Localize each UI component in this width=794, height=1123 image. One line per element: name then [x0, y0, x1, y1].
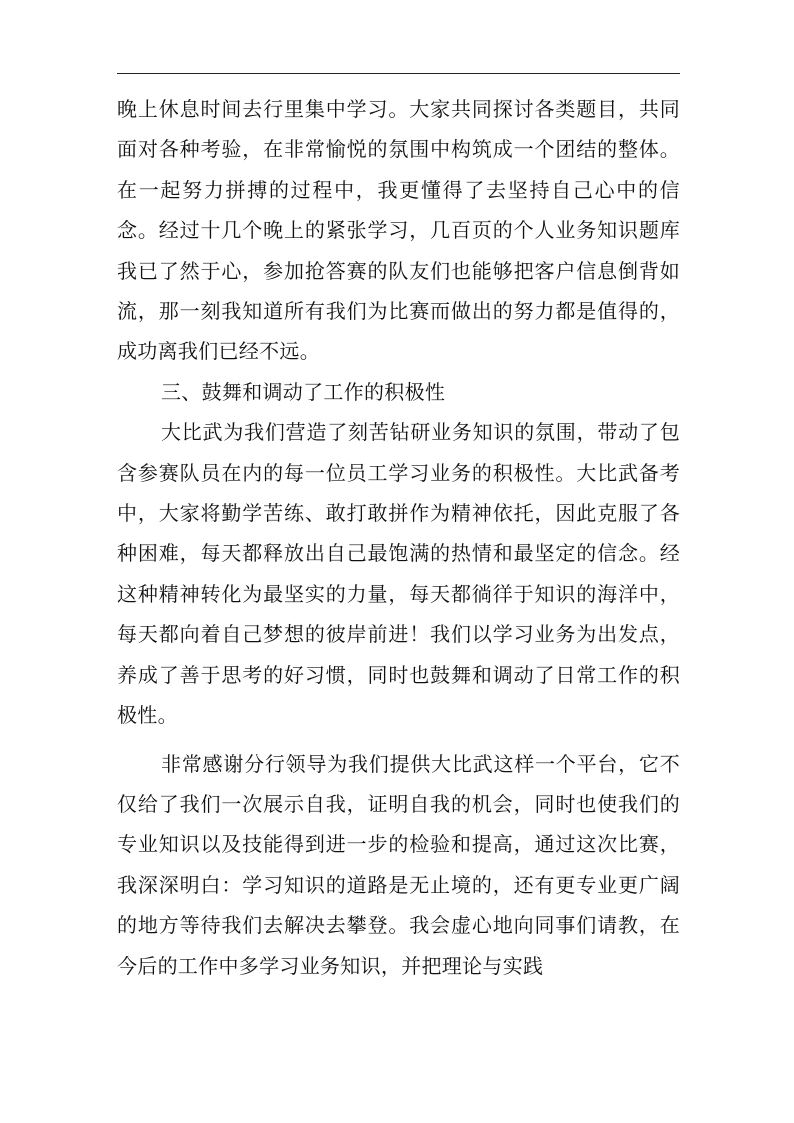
- section-heading: 三、鼓舞和调动了工作的积极性: [161, 379, 446, 404]
- document-body: [117, 89, 680, 986]
- paragraph-1: 晚上休息时间去行里集中学习。大家共同探讨各类题目，共同面对各种考验，在非常愉悦的氛围中构筑成一个团结的整体。在一起努力拼搏的过程中，我更懂得了去坚持自己心中的信念。经过十几个晚上的紧张学习，几百页的个人业务知识题库我已了然于心，参加抢答赛的队友们也能够把客户信息倒背如流，那一刻我知道所有我们为比赛而做出的努力都是值得的，成功离我们已经不远。: [117, 97, 680, 364]
- header-rule: [117, 73, 680, 74]
- paragraph-3: 非常感谢分行领导为我们提供大比武这样一个平台，它不仅给了我们一次展示自我，证明自我的机会，同时也使我们的专业知识以及技能得到进一步的检验和提高，通过这次比赛，我深深明白：学习知识的道路是无止境的，还有更专业更广阔的地方等待我们去解决去攀登。我会虚心地向同事们请教，在今后的工作中多学习业务知识，并把理论与实践: [117, 751, 680, 978]
- paragraph-2: 大比武为我们营造了刻苦钻研业务知识的氛围，带动了包含参赛队员在内的每一位员工学习业务的积极性。大比武备考中，大家将勤学苦练、敢打敢拼作为精神依托，因此克服了各种困难，每天都释放出自己最饱满的热情和最坚定的信念。经这种精神转化为最坚实的力量，每天都徜徉于知识的海洋中，每天都向着自己梦想的彼岸前进！我们以学习业务为出发点，养成了善于思考的好习惯，同时也鼓舞和调动了日常工作的积极性。: [117, 420, 680, 728]
